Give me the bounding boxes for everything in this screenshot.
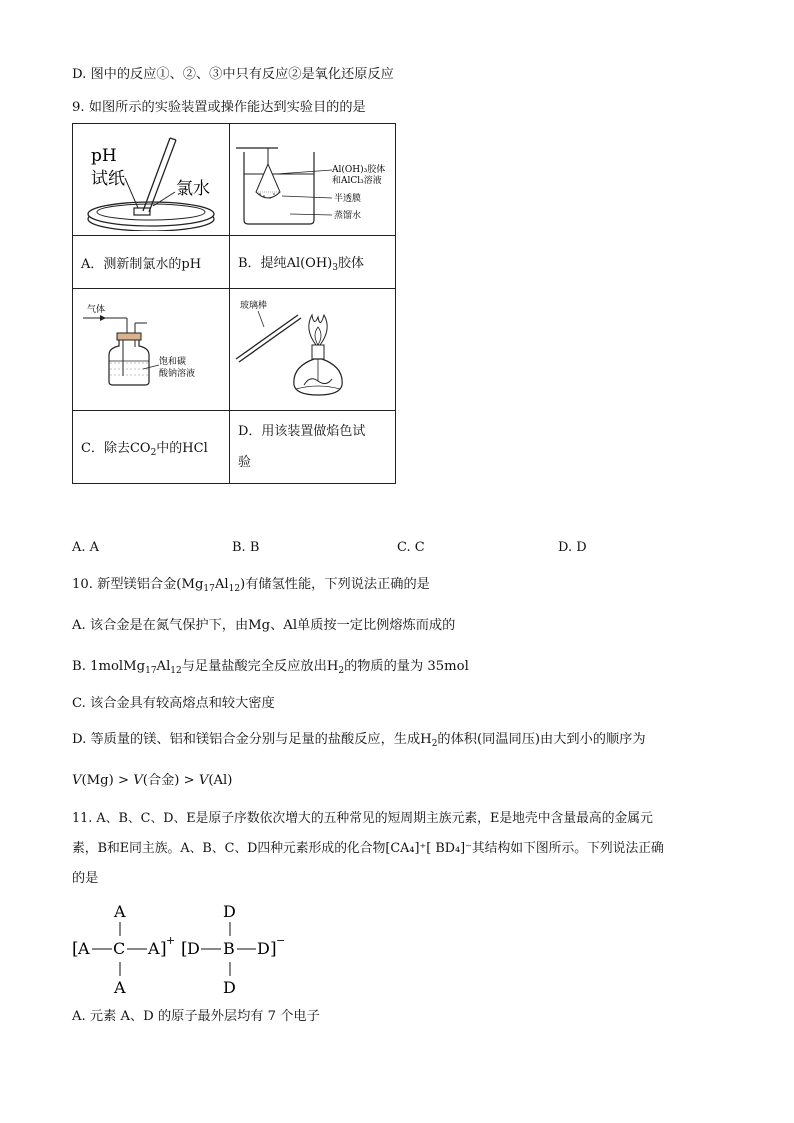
q10-opt-d-sub: 2 (431, 739, 438, 749)
caption-c-formula: CO (129, 440, 151, 456)
anion-center-b: B (223, 939, 235, 958)
fig-b-water-label: 蒸馏水 (334, 211, 362, 221)
caption-c-pre: C．除去 (81, 440, 130, 456)
fig-a-ph-label: pH (91, 146, 117, 166)
q10-option-d (72, 731, 646, 753)
fig-b-membrane-label: 半透膜 (334, 194, 362, 204)
q10-opt-b-sub2: 12 (170, 666, 182, 676)
cation-top-a: A (114, 902, 126, 921)
flame-test-figure (230, 289, 395, 406)
caption-a: A．测新制氯水的pH (73, 236, 230, 289)
anion-left-d: D (187, 939, 200, 958)
q10-close: ) (240, 577, 246, 592)
q11-stem-line2: 素，B和E同主族。A、B、C、D四种元素形成的化合物[CA₄]⁺[ BD₄]⁻其结构如下图所示。下列说法正确 (72, 841, 664, 856)
q10-opt-b-sub1: 17 (145, 666, 157, 676)
caption-d-line1: D．用该装置做焰色试 (238, 424, 366, 439)
q10-order-v2: V (133, 773, 143, 788)
q10-order-1: (Mg) > (81, 773, 134, 788)
q10-option-b (72, 658, 469, 680)
q10-stem-post: 有储氢性能，下列说法正确的是 (245, 577, 430, 592)
fig-a-cell (73, 124, 230, 236)
caption-b-pre: B．提纯 (238, 255, 287, 271)
q10-formula-al: Al (214, 577, 229, 592)
q10-opt-b-mid: 与足量盐酸完全反应放出 (181, 659, 327, 674)
cation-left-a: A (78, 939, 90, 958)
anion-top-d: D (223, 902, 236, 921)
caption-c-post: 中的HCl (156, 440, 208, 456)
q10-formula-mg: (Mg (176, 577, 204, 592)
q10-opt-d-pre: D. 等质量的镁、铝和镁铝合金分别与足量的盐酸反应，生成 (72, 732, 421, 747)
q10-option-a (72, 617, 455, 635)
q10-option-c: C. 该合金具有较高熔点和较大密度 (72, 696, 275, 711)
caption-b-sub: 3 (332, 262, 338, 273)
anion-rbracket: ] (270, 939, 277, 959)
fig-d-rod-label: 玻璃棒 (240, 301, 268, 311)
caption-b (230, 236, 396, 289)
fig-d-cell (230, 289, 396, 411)
q9-stem: 9. 如图所示的实验装置或操作能达到实验目的的是 (72, 100, 366, 115)
anion-bottom-d: D (223, 978, 236, 997)
ph-strip (134, 208, 150, 215)
caption-c (73, 411, 230, 484)
q10-opt-d-h: H (420, 732, 432, 747)
q9-option-b: B. B (232, 540, 260, 555)
q10-opt-b-h: H (326, 659, 339, 674)
fig-b-solution-label: 和AlCl₃溶液 (332, 176, 382, 186)
q10-opt-a-formula: Mg、Al (248, 618, 298, 633)
cation-lbracket: [ (72, 939, 79, 959)
fig-c-solution-label-2: 酸钠溶液 (159, 369, 196, 379)
q10-sub2: 12 (228, 584, 241, 594)
q11-stem-line3: 的是 (72, 871, 99, 886)
wash-bottle-figure (73, 289, 229, 406)
q10-order-v1: V (72, 773, 82, 788)
q10-stem (72, 576, 430, 598)
fig-c-cell (73, 289, 230, 411)
q9-option-d: D. D (558, 540, 587, 555)
fig-b-colloid-label: Al(OH)₃胶体 (332, 165, 386, 175)
dialysis-figure (230, 124, 395, 231)
q10-opt-b-sub3: 2 (338, 666, 345, 676)
q10-sub1: 17 (203, 584, 215, 594)
cation-bottom-a: A (114, 978, 126, 997)
anion-charge: − (276, 934, 286, 947)
fig-a-paper-label: 试纸 (91, 169, 125, 189)
caption-c-sub: 2 (150, 447, 157, 458)
fig-b-cell (230, 124, 396, 236)
q11-stem-line1: 11. A、B、C、D、E是原子序数依次增大的五种常见的短周期主族元素，E是地壳中含量最高的金属元 (72, 811, 653, 826)
q9-option-a: A. A (72, 540, 100, 555)
q10-opt-a-pre: A. 该合金是在氮气保护下，由 (72, 618, 249, 633)
cation-right-a: A (148, 939, 160, 958)
fig-a-chlorine-label: 氯水 (176, 179, 210, 199)
q10-stem-pre: 10. 新型镁铝合金 (72, 577, 177, 592)
q10-opt-b-al: Al (156, 659, 171, 674)
anion-right-d: D (257, 939, 270, 958)
cation-center-c: C (113, 939, 126, 958)
anion-lbracket: [ (181, 939, 188, 959)
q8-option-d: D. 图中的反应①、②、③中只有反应②是氧化还原反应 (72, 67, 394, 82)
q10-opt-b-post: 的物质的量为 35mol (344, 659, 469, 674)
caption-d-line2: 验 (238, 455, 252, 470)
fig-c-solution-label-1: 饱和碳 (159, 357, 187, 367)
ion-structure (72, 900, 312, 1000)
q11-option-a: A. 元素 A、D 的原子最外层均有 7 个电子 (72, 1009, 320, 1024)
q10-order-3: (Al) (208, 773, 233, 788)
cation-charge: + (166, 934, 176, 947)
q9-options (72, 540, 712, 558)
q10-opt-d-post: 的体积(同温同压)由大到小的顺序为 (437, 732, 646, 747)
q10-opt-a-post: 单质按一定比例熔炼而成的 (297, 618, 456, 633)
q9-figure-table (72, 123, 396, 484)
cation-rbracket: ] (160, 939, 167, 959)
q10-order-2: (合金) > (142, 773, 199, 788)
q9-option-c: C. C (397, 540, 425, 555)
q10-option-d-order (72, 772, 232, 790)
caption-b-formula: Al(OH) (286, 255, 333, 271)
fig-c-gas-label: 气体 (87, 305, 106, 315)
caption-b-post: 胶体 (337, 255, 364, 271)
caption-d (230, 411, 396, 484)
q10-opt-b-mg: Mg (123, 659, 146, 674)
q10-order-v3: V (198, 773, 209, 788)
ph-paper-figure (73, 124, 229, 231)
q10-opt-b-pre: B. 1mol (72, 659, 124, 674)
